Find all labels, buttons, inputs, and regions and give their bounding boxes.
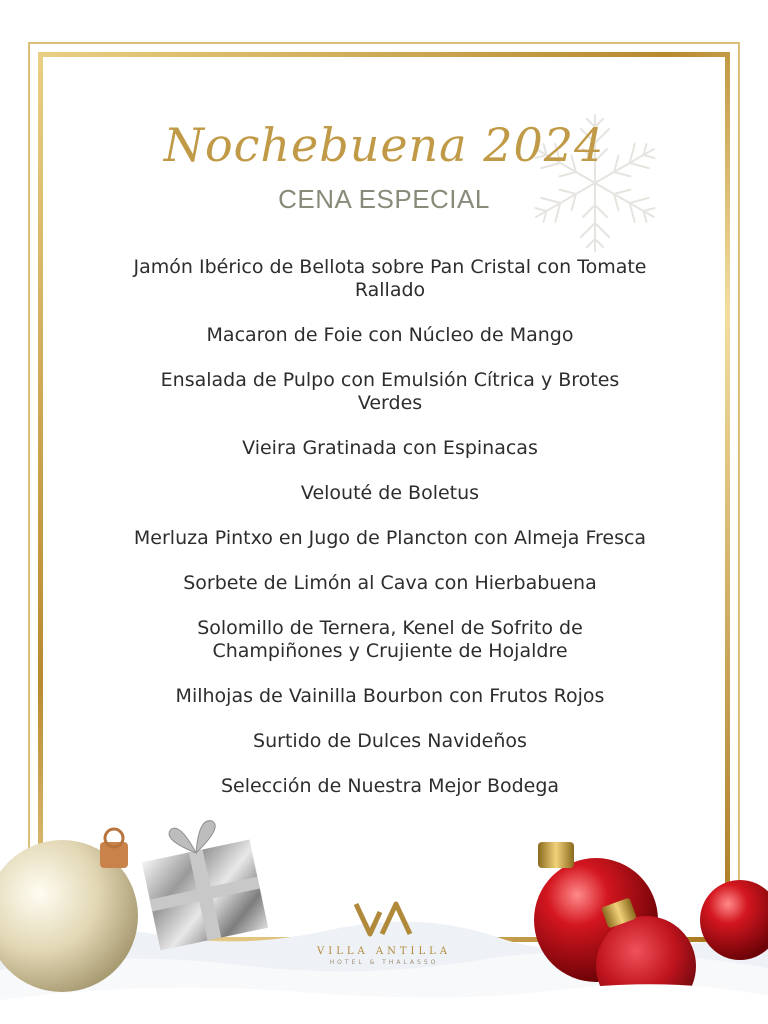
menu-item: Jamón Ibérico de Bellota sobre Pan Cristal con Tomate Rallado — [133, 256, 647, 301]
menu-item: Macaron de Foie con Núcleo de Mango — [206, 324, 574, 346]
menu-item: Sorbete de Limón al Cava con Hierbabuena — [183, 572, 597, 594]
page-subtitle: CENA ESPECIAL — [278, 184, 490, 214]
menu-item: Solomillo de Ternera, Kenel de Sofrito de Champiñones y Crujiente de Hojaldre — [197, 617, 583, 662]
menu-list — [90, 256, 690, 820]
menu-item: Velouté de Boletus — [300, 482, 480, 504]
page-title: Nochebuena 2024 — [163, 118, 605, 172]
menu-item: Selección de Nuestra Mejor Bodega — [220, 775, 560, 797]
menu-item: Ensalada de Pulpo con Emulsión Cítrica y Brotes Verdes — [160, 369, 620, 414]
menu-item: Milhojas de Vainilla Bourbon con Frutos Rojos — [175, 685, 605, 707]
menu-item: Merluza Pintxo en Jugo de Plancton con Almeja Fresca — [133, 527, 647, 549]
brand-tagline: HOTEL & THALASSO — [329, 959, 439, 966]
menu-item: Vieira Gratinada con Espinacas — [242, 437, 538, 459]
menu-item: Surtido de Dulces Navideños — [253, 730, 527, 752]
villa-antilla-logo-icon — [352, 900, 416, 940]
brand-name: VILLA ANTILLA — [317, 946, 451, 957]
villa-antilla-logo — [0, 900, 768, 966]
